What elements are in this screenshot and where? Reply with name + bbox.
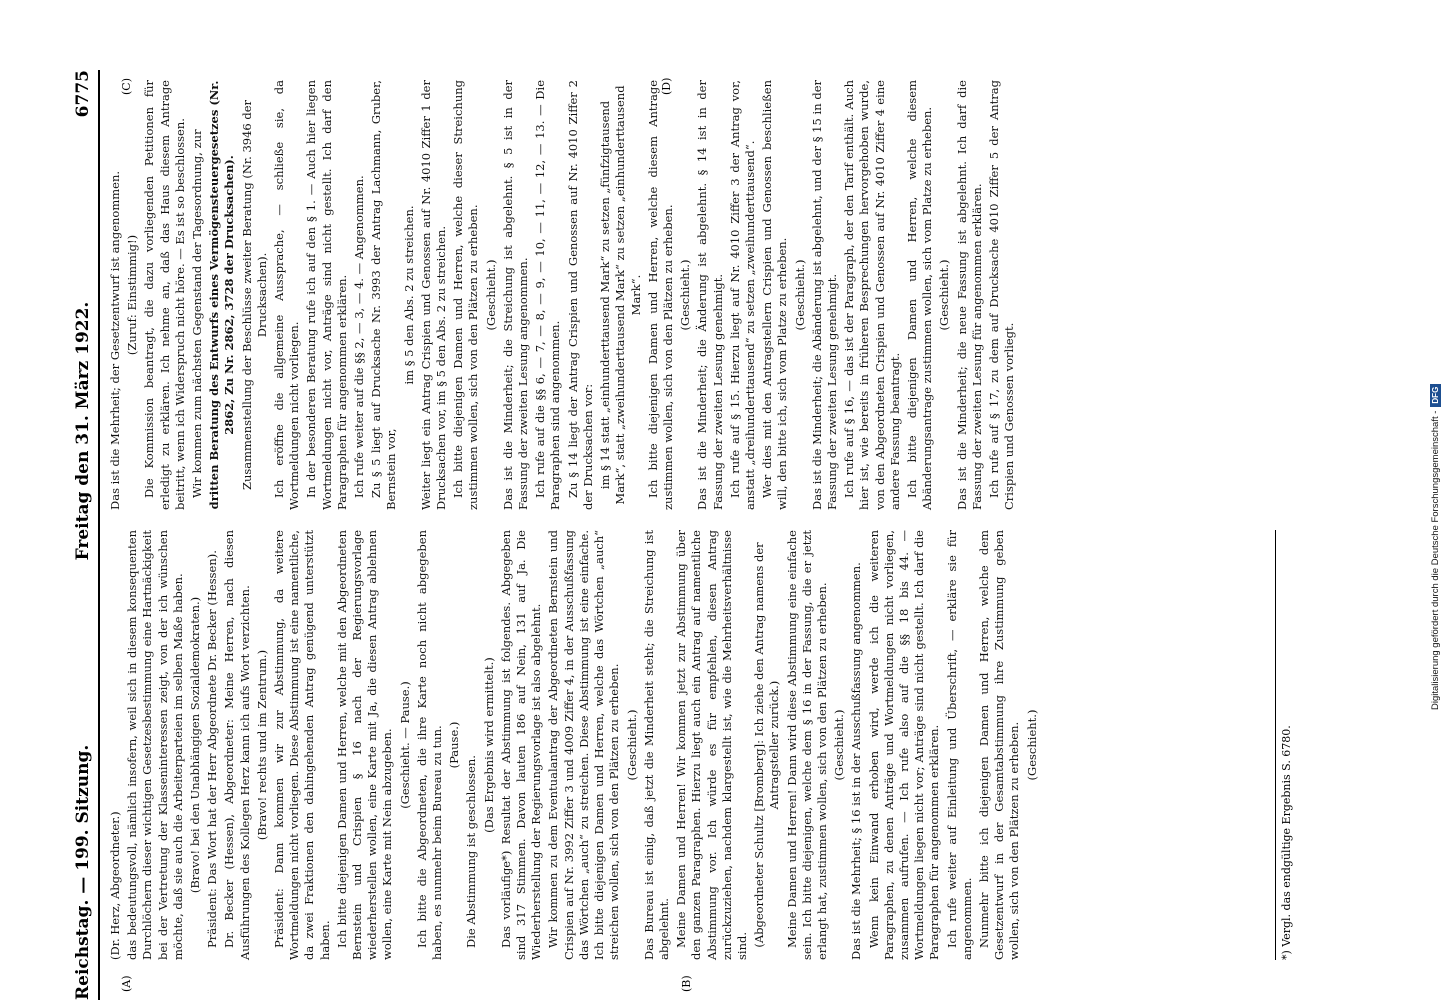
newspaper-page xyxy=(60,70,1350,1000)
right-column-paragraph: (Geschieht.) xyxy=(678,259,693,331)
right-column-paragraph: Wer dies mit den Antragstellern Crispien und Genossen beschließen will, den bitte ich, sich vom Platze zu erheben. xyxy=(760,80,790,510)
right-column-paragraph: Ich rufe auf § 15. Hierzu liegt auf Nr. 4010 Ziffer 3 der Antrag vor, anstatt „dreihunderttausend“ zu setzen „zweihunderttausend“. xyxy=(727,80,757,510)
left-column-paragraph: Das ist die Mehrheit; § 16 ist in der Ausschußfassung angenommen. xyxy=(849,562,864,960)
credit-text: Digitalisierung gefördert durch die Deutsche Forschungsgemeinschaft - xyxy=(1430,410,1441,710)
right-column-paragraph: Ich rufe auf § 17, zu dem auf Drucksache 4010 Ziffer 5 der Antrag Crispien und Genossen vorliegt. xyxy=(986,80,1017,510)
right-column-paragraph: Ich eröffne die allgemeine Aussprache, — schließe sie, da Wortmeldungen nicht vorliegen. xyxy=(272,80,302,510)
left-column-paragraph: (Bravo! rechts und im Zentrum.) xyxy=(254,649,269,841)
right-column-paragraph: im § 5 den Abs. 2 zu streichen. xyxy=(401,205,416,385)
right-column-paragraph: Wir kommen zum nächsten Gegenstand der Tagesordnung, zur xyxy=(190,129,205,498)
right-column xyxy=(108,77,1019,510)
left-column-paragraph: (Geschieht.) xyxy=(624,709,639,781)
right-column-paragraph: im § 14 statt „einhunderttausend Mark“ zu setzen „fünfzigtausend Mark“, statt „zweihunderttausend Mark“ zu setzen „einhunderttausend Mark“. xyxy=(598,85,643,505)
page-number: 6775 xyxy=(73,70,93,118)
left-column-paragraph: Nunmehr bitte ich diejenigen Damen und Herren, welche dem Gesetzentwurf in der Gesamtabstimmung ihre Zustimmung geben wollen, sich von den Plätzen zu erheben. xyxy=(976,530,1022,960)
header-date: Freitag den 31. März 1922. xyxy=(73,301,93,561)
right-column-paragraph: Die Kommission beantragt, die dazu vorliegenden Petitionen für erledigt zu erklären. Ich nehme an, daß das Haus diesem Antrage beitritt, wenn ich Widerspruch nicht höre. — Es ist so beschlossen. xyxy=(142,80,187,510)
left-column-paragraph: Präsident: Dann kommen wir zur Abstimmung, da weitere Wortmeldungen nicht vorliegen. Diese Abstimmung ist eine namentliche, da zwei Fraktionen den dahingehenden Antrag genügend unterstützt haben. xyxy=(272,530,332,960)
right-column-paragraph: Das ist die Minderheit; die neue Fassung ist abgelehnt. Ich darf die Fassung der zweiten Lesung für angenommen erklären. xyxy=(954,80,984,510)
header-session: Reichstag. — 199. Sitzung. xyxy=(73,744,93,1000)
left-column-paragraph: Ich rufe weiter auf Einleitung und Überschrift, — erkläre sie für angenommen. xyxy=(944,530,974,960)
right-column-paragraph: (Geschieht.) xyxy=(483,259,498,331)
right-column-paragraph: Ich rufe auf die §§ 6, — 7, — 8, — 9, — 10, — 11, — 12, — 13. — Die Paragraphen sind angenommen. xyxy=(533,80,563,510)
left-column xyxy=(108,530,1042,960)
left-column-paragraph: Dr. Becker (Hessen), Abgeordneter: Meine Herren, nach diesen Ausführungen des Kollegen Herz kann ich aufs Wort verzichten. xyxy=(222,530,252,960)
digitization-credit xyxy=(1412,30,1441,980)
right-column-paragraph: Ich bitte diejenigen Damen und Herren, welche dieser Streichung zustimmen wollen, sich von den Plätzen zu erheben. xyxy=(451,80,481,510)
margin-marker-a: (A) xyxy=(120,975,133,992)
margin-marker-c: (C) xyxy=(120,78,133,95)
right-column-paragraph: Das ist die Minderheit; die Abänderung ist abgelehnt, und der § 15 in der Fassung der zweiten Lesung genehmigt. xyxy=(809,80,839,510)
footnote: *) Vergl. das endgültige Ergebnis S. 6780. xyxy=(1275,530,1293,960)
right-column-paragraph: (Zuruf: Einstimmig!) xyxy=(125,234,140,356)
right-column-paragraph: Weiter liegt ein Antrag Crispien und Genossen auf Nr. 4010 Ziffer 1 der Drucksachen vor, im § 5 den Abs. 2 zu streichen. xyxy=(418,80,449,510)
right-column-paragraph: Ich rufe weiter auf die §§ 2, — 3, — 4. — Angenommen. xyxy=(352,175,367,498)
right-column-paragraph: (Geschieht.) xyxy=(937,259,952,331)
left-column-paragraph: Meine Damen und Herren! Wir kommen jetzt zur Abstimmung über den ganzen Paragraphen. Hierzu liegt auch ein Antrag auf namentliche Abstimmung vor. Ich würde es für empfehlen, diesen Antrag zurückzuziehen, nachdem klargestellt ist, wie die Mehrheitsverhältnisse sind. xyxy=(674,530,749,960)
left-column-paragraph: Wenn kein Einwand erhoben wird, werde ich die weiteren Paragraphen, zu denen Anträge und Wortmeldungen nicht vorliegen, zusammen aufrufen. — Ich rufe also auf die §§ 18 bis 44. — Wortmeldungen liegen nicht vor; Anträge sind nicht gestellt. Ich darf die Paragraphen für angenommen erklären. xyxy=(866,530,942,960)
margin-marker-b: (B) xyxy=(680,975,693,992)
left-column-paragraph: (Abgeordneter Schultz [Bromberg]: Ich ziehe den Antrag namens der Antragsteller zurück.) xyxy=(752,542,782,948)
left-column-paragraph: (Dr. Herz, Abgeordneter.) xyxy=(108,811,122,960)
left-column-paragraph: Ich bitte diejenigen Damen und Herren, welche mit den Abgeordneten Bernstein und Crispien § 16 nach der Regierungsvorlage wiederherstellen wollen, eine Karte mit Ja, die diesen Antrag ablehnen wollen, eine Karte mit Nein abzugeben. xyxy=(334,530,395,960)
dfg-logo: DFG xyxy=(1430,384,1441,407)
left-column-paragraph: Das vorläufige*) Resultat der Abstimmung ist folgendes. Abgegeben sind 317 Stimmen. Davon lauten 186 auf Nein, 131 auf Ja. Die Wiederherstellung der Regierungsvorlage ist also abgelehnt. xyxy=(498,530,544,960)
left-column-paragraph: das bedeutungsvoll, nämlich insofern, weil sich in diesem konsequenten Durchlöchern dieser wichtigen Gesetzesbestimmung eine Hartnäckigkeit bei der Vertretung der Klasseninteressen zeigt, von der ich wünschen möchte, daß sie auch die Arbeiterparteien im selben Maße haben. xyxy=(125,530,185,960)
right-column-paragraph: Zusammenstellung der Beschlüsse zweiter Beratung (Nr. 3946 der Drucksachen). xyxy=(239,99,269,491)
right-column-paragraph: dritten Beratung des Entwurfs eines Vermögensteuergesetzes (Nr. 2862, Zu Nr. 2862, 3728 der Drucksachen). xyxy=(207,80,237,510)
left-column-paragraph: (Geschieht. — Pause.) xyxy=(397,681,412,809)
right-column-paragraph: In der besonderen Beratung rufe ich auf den § 1. — Auch hier liegen Wortmeldungen nicht vor, Anträge sind nicht gestellt. Ich darf den Paragraphen für angenommen erklären. xyxy=(304,80,349,510)
right-column-paragraph: Zu § 14 liegt der Antrag Crispien und Genossen auf Nr. 4010 Ziffer 2 der Drucksachen vor: xyxy=(565,80,595,510)
right-column-paragraph: Ich bitte diejenigen Damen und Herren, welche diesem Abänderungsantrage zustimmen wollen, sich vom Platze zu erheben. xyxy=(904,80,935,510)
right-column-paragraph: Zu § 5 liegt auf Drucksache Nr. 3993 der Antrag Lachmann, Gruber, Bernstein vor, xyxy=(369,80,399,510)
right-column-paragraph: Das ist die Minderheit; die Streichung ist abgelehnt. § 5 ist in der Fassung der zweiten Lesung angenommen. xyxy=(500,80,531,510)
right-column-paragraph: Das ist die Minderheit; die Änderung ist abgelehnt. § 14 ist in der Fassung der zweiten Lesung genehmigt. xyxy=(695,80,725,510)
left-column-paragraph: Das Bureau ist einig, daß jetzt die Minderheit steht; die Streichung ist abgelehnt. xyxy=(641,530,671,960)
left-column-paragraph: Ich bitte die Abgeordneten, die ihre Karte noch nicht abgegeben haben, es nunmehr beim Bureau zu tun. xyxy=(414,530,445,960)
right-column-paragraph: Ich bitte diejenigen Damen und Herren, welche diesem Antrage zustimmen wollen, sich von den Plätzen zu erheben. xyxy=(645,80,675,510)
right-column-paragraph: Das ist die Mehrheit; der Gesetzentwurf ist angenommen. xyxy=(108,170,122,510)
left-column-paragraph: Präsident: Das Wort hat der Herr Abgeordnete Dr. Becker (Hessen). xyxy=(205,550,220,948)
left-column-paragraph: (Geschieht.) xyxy=(832,709,847,781)
left-column-paragraph: (Das Ergebnis wird ermittelt.) xyxy=(481,657,496,833)
left-column-paragraph: (Geschieht.) xyxy=(1024,709,1039,781)
left-column-paragraph: (Pause.) xyxy=(447,721,462,769)
left-column-paragraph: (Bravo! bei den Unabhängigen Sozialdemokraten.) xyxy=(188,596,203,894)
left-column-paragraph: Die Abstimmung ist geschlossen. xyxy=(464,755,479,948)
margin-marker-d: (D) xyxy=(660,77,673,95)
left-column-paragraph: Meine Damen und Herren! Dann wird diese Abstimmung eine einfache sein. Ich bitte diejenigen, welche dem § 16 in der Fassung, die er jetzt erlangt hat, zustimmen wollen, sich von den Plätzen zu erheben. xyxy=(784,530,829,960)
left-column-paragraph: Wir kommen zu dem Eventualantrag der Abgeordneten Bernstein und Crispien auf Nr. 3992 Ziffer 3 und 4009 Ziffer 4, in der Ausschußfassung das Wörtchen „auch“ zu streichen. Diese Abstimmung ist eine einfache. Ich bitte diejenigen Damen und Herren, welche das Wörtchen „auch“ streichen wollen, sich von den Plätzen zu erheben. xyxy=(546,530,622,960)
page-header xyxy=(68,70,100,1000)
right-column-paragraph: (Geschieht.) xyxy=(792,259,807,331)
right-column-paragraph: Ich rufe auf § 16, — das ist der Paragraph, der den Tarif enthält. Auch hier ist, wie bereits in früheren Besprechungen hervorgehoben wurde, von den Abgeordneten Crispien und Genossen auf Nr. 4010 Ziffer 4 eine andere Fassung beantragt. xyxy=(842,80,902,510)
